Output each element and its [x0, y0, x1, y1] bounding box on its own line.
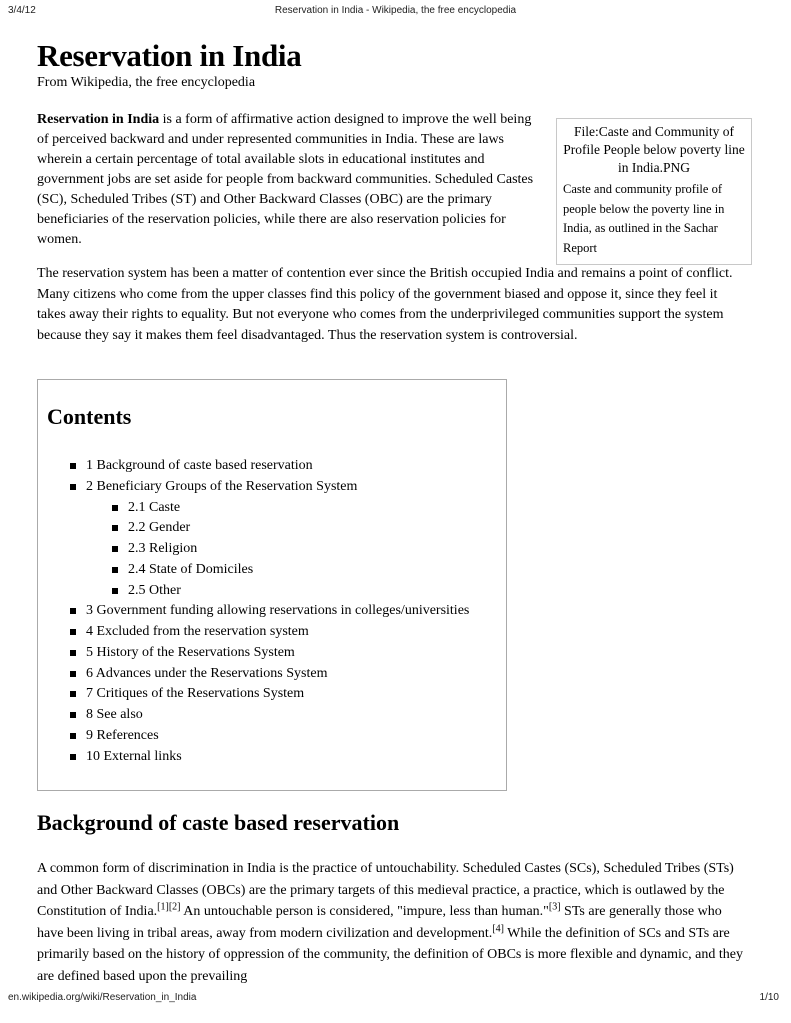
background-paragraph — [37, 858, 745, 987]
intro-text: is a form of affirmative action designed to improve the well being of perceived backward and under represented communities in India. These are laws wherein a certain percentage of total available slots in educational institutes and government jobs are set aside for people from backward communities. Scheduled Castes (SC), Scheduled Tribes (ST) and Other Backward Classes (OBC) are the primary beneficiaries of the reservation policies, while there are also reservation policies for women. — [37, 112, 534, 247]
infobox-file-link[interactable]: File:Caste and Community of Profile People below poverty line in India.PNG — [563, 124, 745, 175]
toc-subitem[interactable]: 2.2 Gender — [110, 518, 508, 539]
article-title: Reservation in India — [37, 38, 302, 73]
print-page-number: 1/10 — [759, 992, 779, 1003]
section-heading-background: Background of caste based reservation — [37, 810, 400, 835]
background-text-3: STs are generally those who have been living in tribal areas, away from modern civilization and development. — [37, 904, 722, 941]
toc-item[interactable]: 4 Excluded from the reservation system — [68, 622, 508, 643]
second-paragraph: The reservation system has been a matter of contention ever since the British occupied India and remains a point of conflict. Many citizens who come from the upper classes find this policy of the government biased and oppose it, since they feel it takes away their rights to equality. But not everyone who comes from the underprivileged communities support the system because they say it makes them feel disadvantaged. Thus the reservation system is controversial. — [37, 266, 733, 343]
toc-item[interactable]: 3 Government funding allowing reservations in colleges/universities — [68, 601, 508, 622]
article-subtitle: From Wikipedia, the free encyclopedia — [37, 75, 256, 90]
background-text-4: While the definition of SCs and STs are primarily based on the history of oppression of the community, the definition of OBCs is more flexible and dynamic, and they are defined based upon the prevailing — [37, 925, 743, 984]
citation-1[interactable]: [1] — [157, 901, 169, 913]
toc-item[interactable]: 8 See also — [68, 705, 508, 726]
image-infobox — [556, 118, 752, 265]
citation-2[interactable]: [2] — [168, 901, 181, 913]
intro-paragraph — [37, 110, 542, 250]
infobox-caption: Caste and community profile of people below the poverty line in India, as outlined in the Sachar Report — [563, 182, 725, 255]
toc-subitem[interactable]: 2.1 Caste — [110, 498, 508, 519]
citation-4[interactable]: [4] — [492, 922, 504, 934]
toc-subitem[interactable]: 2.5 Other — [110, 581, 508, 602]
print-url: en.wikipedia.org/wiki/Reservation_in_India — [8, 992, 197, 1003]
table-of-contents — [37, 379, 507, 791]
print-date: 3/4/12 — [8, 5, 36, 16]
toc-item[interactable]: 2 Beneficiary Groups of the Reservation System — [68, 477, 508, 498]
toc-item[interactable]: 6 Advances under the Reservations System — [68, 664, 508, 685]
toc-heading: Contents — [47, 404, 132, 429]
print-page-title: Reservation in India - Wikipedia, the free encyclopedia — [274, 5, 517, 16]
background-text-2: An untouchable person is considered, "impure, less than human." — [180, 904, 549, 919]
background-text-1: A common form of discrimination in India is the practice of untouchability. Scheduled Castes (SCs), Scheduled Tribes (STs) and Other Backward Classes (OBCs) are the primary targets of this medieval practice, a practice, which is outlawed by the Constitution of India. — [37, 861, 734, 919]
citation-3[interactable]: [3] — [548, 901, 561, 913]
toc-item[interactable]: 7 Critiques of the Reservations System — [68, 684, 508, 705]
toc-item[interactable]: 1 Background of caste based reservation — [68, 456, 508, 477]
toc-subitem[interactable]: 2.4 State of Domiciles — [110, 560, 508, 581]
toc-item[interactable]: 9 References — [68, 726, 508, 747]
toc-item[interactable]: 10 External links — [68, 747, 508, 768]
toc-subitem[interactable]: 2.3 Religion — [110, 539, 508, 560]
toc-item[interactable]: 5 History of the Reservations System — [68, 643, 508, 664]
toc-list — [68, 456, 508, 767]
intro-bold-term: Reservation in India — [37, 112, 160, 127]
